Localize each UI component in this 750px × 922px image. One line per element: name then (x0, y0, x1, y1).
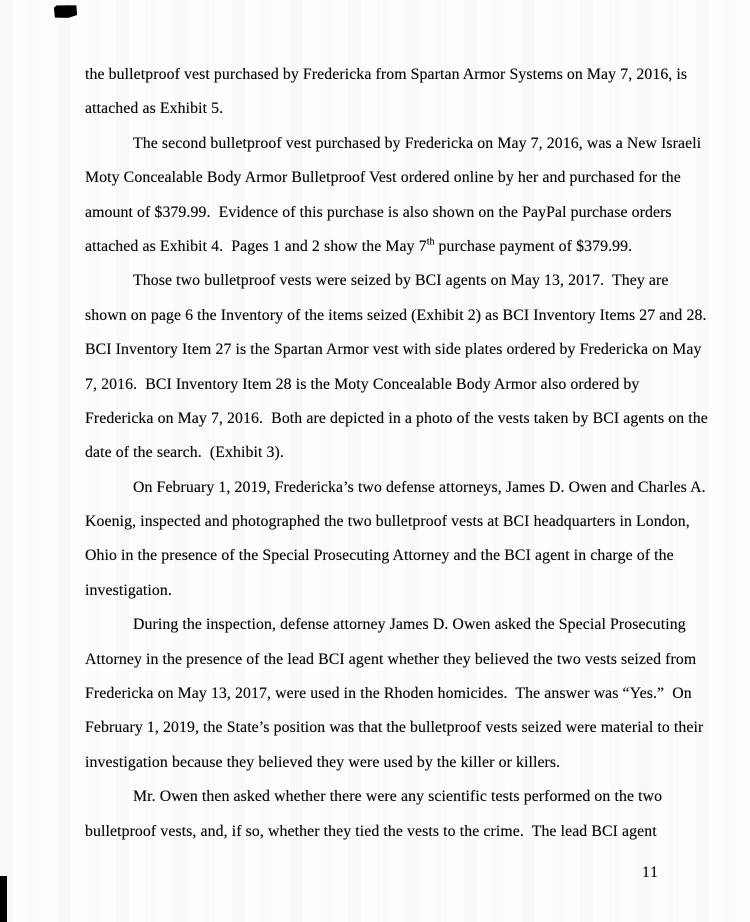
text-segment: purchase payment of $379.99. (434, 237, 633, 255)
text-line: During the inspection, defense attorney James D. Owen asked the Special Prosecuting (133, 616, 686, 634)
text-line: Attorney in the presence of the lead BCI agent whether they believed the two vests seized from (85, 650, 697, 668)
text-line (85, 230, 685, 264)
text-line: Moty Concealable Body Armor Bulletproof Vest ordered online by her and purchased for the (85, 169, 681, 187)
ordinal-superscript: th (426, 236, 435, 248)
text-line: amount of $379.99. Evidence of this purchase is also shown on the PayPal purchase orders (85, 203, 672, 221)
text-line: Fredericka on May 13, 2017, were used in the Rhoden homicides. The answer was “Yes.” On (85, 685, 692, 703)
text-line: the bulletproof vest purchased by Fredericka from Spartan Armor Systems on May 7, 2016, is (85, 66, 688, 83)
text-line: investigation because they believed they were used by the killer or killers. (85, 753, 561, 771)
text-line: 7, 2016. BCI Inventory Item 28 is the Moty Concealable Body Armor also ordered by (85, 375, 640, 393)
text-line: Ohio in the presence of the Special Prosecuting Attorney and the BCI agent in charge of the (85, 547, 674, 565)
text-line: Fredericka on May 7, 2016. Both are depicted in a photo of the vests taken by BCI agents on the (85, 409, 708, 427)
text-line: date of the search. (Exhibit 3). (85, 444, 284, 462)
text-line: bulletproof vests, and, if so, whether they tied the vests to the crime. The lead BCI agent (85, 822, 657, 840)
text-line: February 1, 2019, the State’s position was that the bulletproof vests seized were material to their (85, 719, 704, 737)
page-number: 11 (642, 864, 659, 881)
text-line: On February 1, 2019, Fredericka’s two defense attorneys, James D. Owen and Charles A. (133, 478, 706, 496)
text-line: The second bulletproof vest purchased by Fredericka on May 7, 2016, was a New Israeli (133, 134, 702, 152)
text-line: Koenig, inspected and photographed the two bulletproof vests at BCI headquarters in London, (85, 513, 690, 531)
scan-artifact-left-edge-bar (0, 876, 7, 922)
text-segment: attached as Exhibit 4. Pages 1 and 2 show the May 7 (85, 237, 427, 255)
text-line: attached as Exhibit 5. (85, 100, 224, 118)
text-line: investigation. (85, 581, 172, 599)
scan-artifact-top-left-ink-blot (54, 5, 77, 19)
text-line: BCI Inventory Item 27 is the Spartan Armor vest with side plates ordered by Fredericka on May (85, 341, 702, 359)
text-line: shown on page 6 the Inventory of the items seized (Exhibit 2) as BCI Inventory Items 27 and 28. (85, 306, 707, 324)
text-line: Mr. Owen then asked whether there were any scientific tests performed on the two (133, 788, 663, 806)
document-body (85, 58, 708, 849)
text-line: Those two bulletproof vests were seized by BCI agents on May 13, 2017. They are (133, 272, 669, 290)
